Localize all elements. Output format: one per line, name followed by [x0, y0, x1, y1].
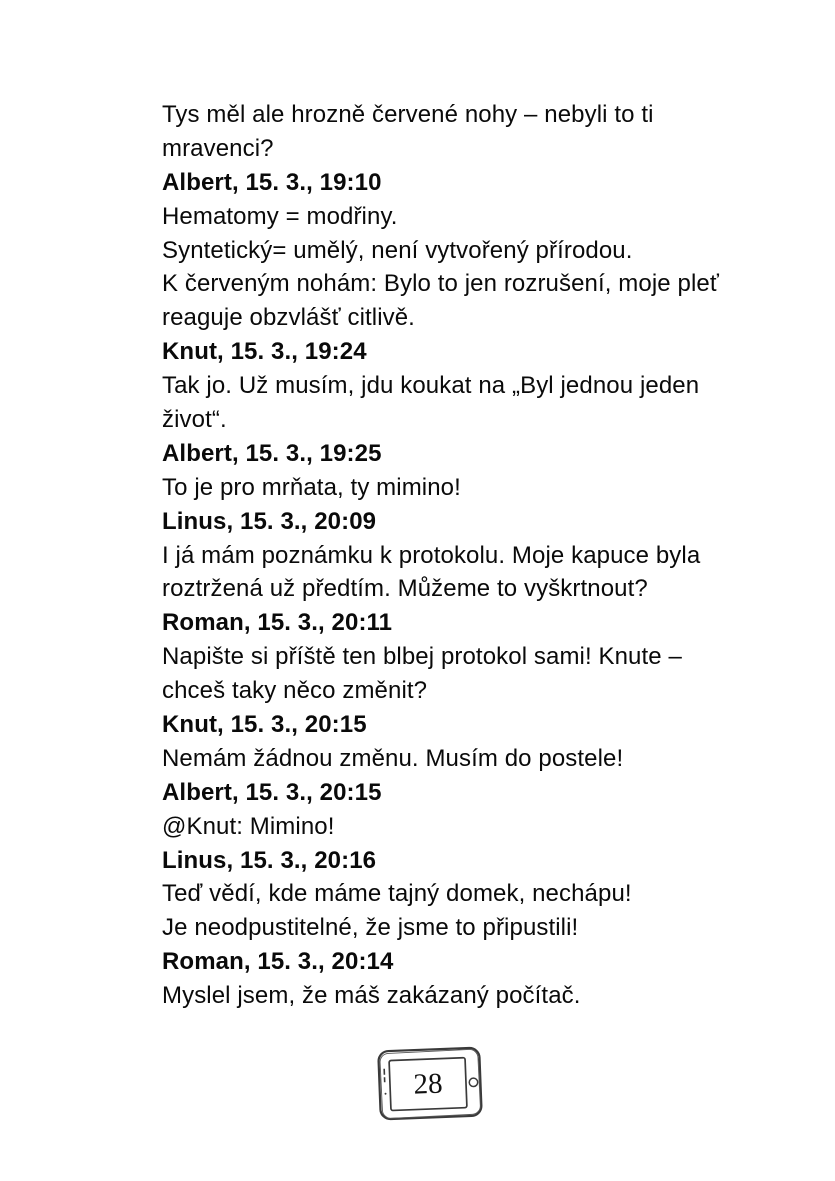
message-header-line: Albert, 15. 3., 19:25: [162, 439, 382, 467]
message-header-line: Linus, 15. 3., 20:09: [162, 507, 377, 535]
message-header-line: Roman, 15. 3., 20:11: [162, 609, 393, 637]
message-header-line: Knut, 15. 3., 19:24: [162, 338, 367, 366]
message-text-line: Je neodpustitelné, že jsme to připustili!: [162, 914, 579, 942]
page-footer: [376, 1044, 485, 1124]
message-text-line: Syntetický= umělý, není vytvořený přírodou.: [162, 236, 633, 264]
home-button-icon: [469, 1078, 478, 1087]
camera-dot-icon: [385, 1093, 387, 1095]
message-text-line: Myslel jsem, že máš zakázaný počítač.: [162, 982, 581, 1010]
message-text-line: Napište si příště ten blbej protokol sami! Knute –: [162, 643, 682, 671]
message-text-line: Tys měl ale hrozně červené nohy – nebyli to ti: [162, 101, 654, 128]
message-header-line: Roman, 15. 3., 20:14: [162, 948, 394, 976]
message-text-line: @Knut: Mimino!: [162, 812, 335, 840]
message-text-line: Teď vědí, kde máme tajný domek, nechápu!: [162, 880, 632, 908]
message-text-line: Tak jo. Už musím, jdu koukat na „Byl jednou jeden: [162, 372, 700, 400]
message-header-line: Linus, 15. 3., 20:16: [162, 846, 377, 874]
message-text-line: I já mám poznámku k protokolu. Moje kapuce byla: [162, 541, 701, 569]
message-header-line: Albert, 15. 3., 19:10: [162, 168, 382, 196]
message-text-line: roztržená už předtím. Můžeme to vyškrtnout?: [162, 575, 648, 603]
message-text-line: mravenci?: [162, 134, 274, 162]
message-text-line: To je pro mrňata, ty mimino!: [162, 473, 461, 501]
message-header-line: Albert, 15. 3., 20:15: [162, 778, 382, 806]
message-text-line: chceš taky něco změnit?: [162, 677, 428, 705]
message-text-line: K červeným nohám: Bylo to jen rozrušení, moje pleť: [162, 270, 719, 298]
message-text-line: Hematomy = modřiny.: [162, 202, 398, 230]
page-number: 28: [412, 1067, 444, 1101]
message-header-line: Knut, 15. 3., 20:15: [162, 711, 367, 739]
chat-transcript: [162, 98, 719, 1013]
message-text-line: Nemám žádnou změnu. Musím do postele!: [162, 744, 624, 772]
message-text-line: život“.: [162, 406, 227, 434]
message-text-line: reaguje obzvlášť citlivě.: [162, 304, 415, 332]
